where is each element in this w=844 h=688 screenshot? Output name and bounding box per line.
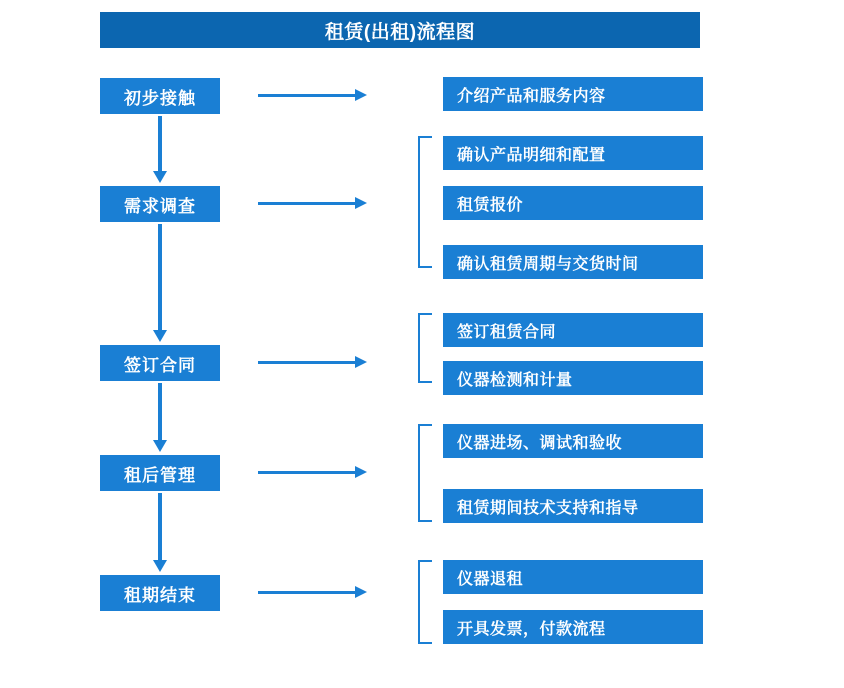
stage-box-3[interactable]: 签订合同 [100, 345, 220, 381]
detail-box-1[interactable]: 介绍产品和服务内容 [443, 77, 703, 111]
diagram-title: 租赁(出租)流程图 [100, 12, 700, 48]
connector-stage5-details [258, 591, 356, 594]
bracket-group-5 [418, 560, 432, 644]
detail-box-8[interactable]: 租赁期间技术支持和指导 [443, 489, 703, 523]
detail-box-9[interactable]: 仪器退租 [443, 560, 703, 594]
bracket-group-3 [418, 313, 432, 383]
bracket-group-4 [418, 424, 432, 522]
connector-stage1-details [258, 94, 356, 97]
stage-box-4[interactable]: 租后管理 [100, 455, 220, 491]
detail-box-5[interactable]: 签订租赁合同 [443, 313, 703, 347]
stage-box-1[interactable]: 初步接触 [100, 78, 220, 114]
connector-stage3-details [258, 361, 356, 364]
connector-stage4-stage5 [158, 493, 162, 561]
connector-stage2-stage3 [158, 224, 162, 331]
detail-box-10[interactable]: 开具发票，付款流程 [443, 610, 703, 644]
stage-box-5[interactable]: 租期结束 [100, 575, 220, 611]
connector-stage3-stage4 [158, 383, 162, 441]
connector-stage2-details [258, 202, 356, 205]
detail-box-4[interactable]: 确认租赁周期与交货时间 [443, 245, 703, 279]
detail-box-3[interactable]: 租赁报价 [443, 186, 703, 220]
connector-stage4-details [258, 471, 356, 474]
detail-box-2[interactable]: 确认产品明细和配置 [443, 136, 703, 170]
stage-box-2[interactable]: 需求调查 [100, 186, 220, 222]
detail-box-6[interactable]: 仪器检测和计量 [443, 361, 703, 395]
bracket-group-2 [418, 136, 432, 268]
connector-stage1-stage2 [158, 116, 162, 172]
detail-box-7[interactable]: 仪器进场、调试和验收 [443, 424, 703, 458]
